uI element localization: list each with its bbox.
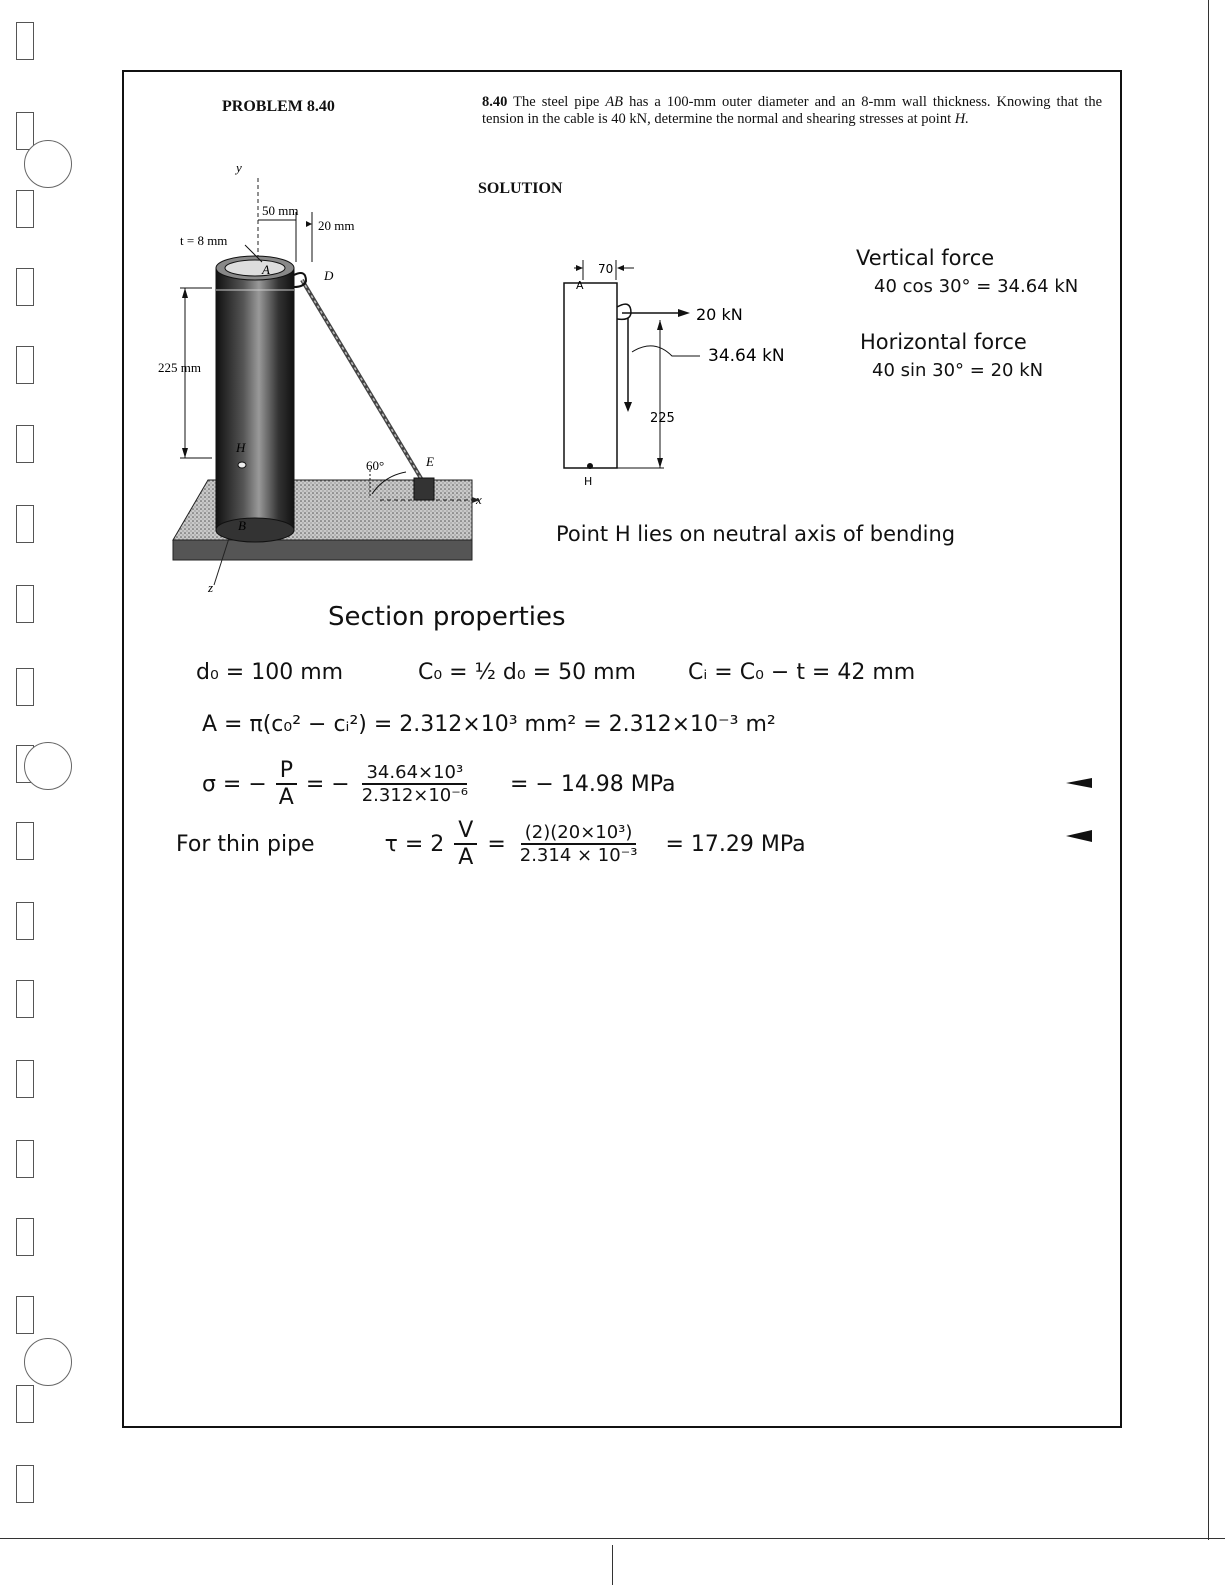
x-axis-label: x bbox=[476, 492, 482, 507]
fbd-point-h: H bbox=[584, 475, 593, 488]
fbd-dim-225: 225 bbox=[650, 411, 675, 426]
area-line: A = π(c₀² − cᵢ²) = 2.312×10³ mm² = 2.312×10⁻³ m² bbox=[202, 712, 776, 737]
binder-hole bbox=[16, 1060, 34, 1098]
neutral-axis-note: Point H lies on neutral axis of bending bbox=[556, 522, 956, 546]
binder-hole bbox=[16, 425, 34, 463]
tau-numerator: (2)(20×10³) bbox=[521, 822, 637, 845]
cable bbox=[294, 273, 434, 500]
fbd-force-vertical: 34.64 kN bbox=[708, 346, 785, 366]
binder-hole bbox=[16, 1465, 34, 1503]
fbd-force-horizontal: 20 kN bbox=[696, 305, 743, 324]
point-h-label: H bbox=[236, 440, 246, 455]
shear-stress-line bbox=[176, 818, 806, 870]
p-over-a bbox=[275, 758, 298, 810]
binder-hole bbox=[16, 1385, 34, 1423]
sigma-result: = − 14.98 MPa bbox=[509, 771, 676, 797]
binder-hole bbox=[16, 1218, 34, 1256]
dim-t-label: t = 8 mm bbox=[180, 233, 228, 248]
sigma-eq: = − bbox=[305, 771, 350, 797]
p-symbol: P bbox=[276, 758, 297, 785]
statement-h: H. bbox=[954, 111, 969, 127]
sigma-fraction bbox=[358, 762, 472, 806]
z-axis-label: z bbox=[208, 580, 214, 595]
vertical-force-title: Vertical force bbox=[856, 246, 995, 270]
tau-fraction bbox=[516, 822, 642, 866]
tau-lhs: τ = 2 bbox=[384, 831, 445, 857]
binder-ring bbox=[24, 1338, 72, 1386]
a-symbol: A bbox=[278, 785, 294, 810]
statement-text: has a 100-mm outer diameter and an 8-mm wall thickness. Knowing that the tension in the cable is 40 kN, determine the normal and shearing stresses at point bbox=[482, 94, 1103, 127]
page-edge bbox=[1208, 0, 1209, 1540]
answer-marker bbox=[1066, 778, 1092, 788]
statement-ab: AB bbox=[605, 94, 624, 110]
dim-225-label: 225 mm bbox=[158, 360, 201, 375]
thin-pipe-label: For thin pipe bbox=[176, 831, 315, 857]
problem-statement bbox=[482, 94, 1102, 128]
a-symbol: A bbox=[458, 845, 474, 870]
problem-label: PROBLEM 8.40 bbox=[222, 98, 335, 115]
v-over-a bbox=[454, 818, 477, 870]
binder-hole bbox=[16, 505, 34, 543]
binder-hole bbox=[16, 668, 34, 706]
free-body-diagram bbox=[560, 255, 820, 490]
angle-label: 60° bbox=[366, 458, 385, 473]
inner-radius-line: Cᵢ = C₀ − t = 42 mm bbox=[688, 660, 916, 685]
sigma-lhs: σ = − bbox=[202, 771, 267, 797]
binder-hole bbox=[16, 585, 34, 623]
tau-denominator: 2.314 × 10⁻³ bbox=[519, 845, 638, 866]
fbd-point-a: A bbox=[576, 279, 584, 292]
binder-hole bbox=[16, 822, 34, 860]
sigma-numerator: 34.64×10³ bbox=[362, 762, 467, 785]
binder-hole bbox=[16, 1140, 34, 1178]
horizontal-force-title: Horizontal force bbox=[860, 330, 1027, 354]
horizontal-force-calc: 40 sin 30° = 20 kN bbox=[872, 360, 1044, 381]
section-properties-title: Section properties bbox=[328, 602, 566, 632]
binder-hole bbox=[16, 1296, 34, 1334]
dim-50-label: 50 mm bbox=[262, 203, 299, 218]
statement-text: The steel pipe bbox=[513, 94, 600, 110]
pipe-figure bbox=[150, 160, 485, 600]
problem-number: 8.40 bbox=[482, 94, 508, 110]
fbd-dim-70: 70 bbox=[598, 262, 614, 276]
binder-hole bbox=[16, 346, 34, 384]
v-symbol: V bbox=[454, 818, 477, 845]
outer-radius-line: C₀ = ½ d₀ = 50 mm bbox=[418, 660, 636, 685]
solution-label: SOLUTION bbox=[478, 180, 563, 197]
tau-result: = 17.29 MPa bbox=[665, 831, 806, 857]
sigma-denominator: 2.312×10⁻⁶ bbox=[361, 785, 468, 806]
binder-hole bbox=[16, 268, 34, 306]
outer-diameter-line: d₀ = 100 mm bbox=[196, 660, 344, 685]
tau-eq: = bbox=[487, 831, 506, 857]
binder-hole bbox=[16, 190, 34, 228]
normal-stress-line bbox=[202, 758, 676, 810]
binder-hole bbox=[16, 112, 34, 150]
pipe bbox=[216, 256, 294, 542]
dim-20-label: 20 mm bbox=[318, 218, 355, 233]
point-e-label: E bbox=[426, 454, 434, 469]
binder-ring bbox=[24, 742, 72, 790]
binder-hole bbox=[16, 22, 34, 60]
point-b-label: B bbox=[238, 518, 246, 533]
page-edge bbox=[0, 1538, 1225, 1539]
page-edge bbox=[612, 1545, 613, 1585]
vertical-force-calc: 40 cos 30° = 34.64 kN bbox=[874, 276, 1079, 297]
point-a-label: A bbox=[262, 262, 270, 277]
binder-ring bbox=[24, 140, 72, 188]
binder-hole bbox=[16, 902, 34, 940]
binder-hole bbox=[16, 980, 34, 1018]
y-axis-label: y bbox=[236, 160, 242, 175]
answer-marker bbox=[1066, 830, 1092, 842]
point-d-label: D bbox=[324, 268, 334, 283]
